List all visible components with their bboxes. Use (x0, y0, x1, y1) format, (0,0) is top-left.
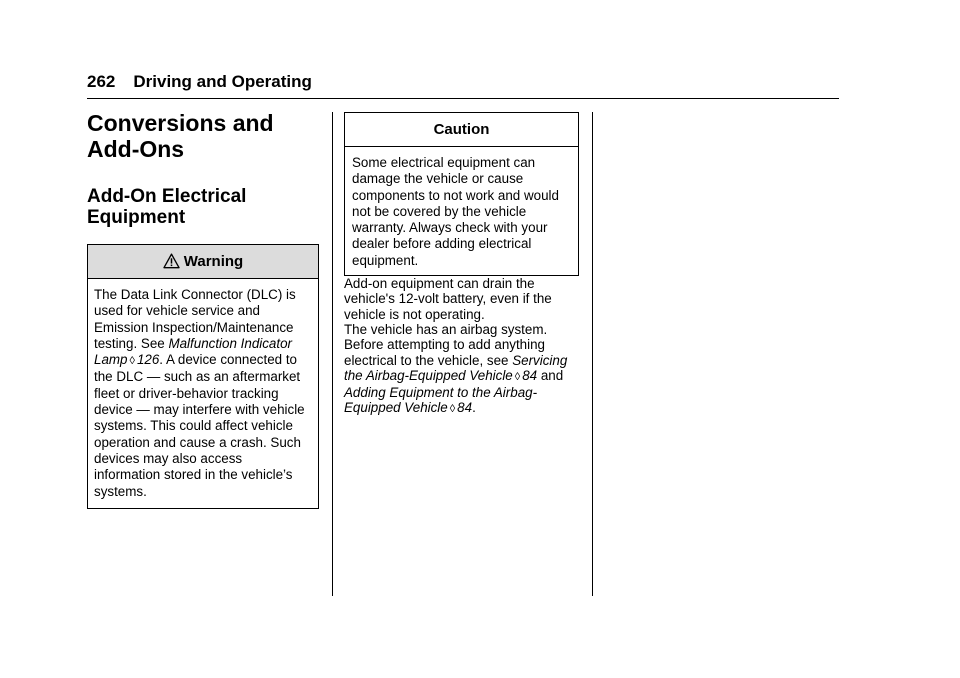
section-title-line2: Add-Ons (87, 136, 185, 162)
reference-adding-equipment-airbag-vehicle[interactable]: Adding Equipment to the Airbag-Equipped Vehicle (344, 385, 538, 416)
middle-column (344, 112, 579, 418)
airbag-text-joiner: and (537, 367, 564, 383)
warning-header (88, 245, 318, 279)
column-divider-right (592, 112, 593, 596)
subsection-title (87, 186, 319, 228)
reference-page-84-second[interactable]: 84 (457, 400, 473, 416)
page-reference-icon: ◊ (449, 403, 456, 416)
reference-malfunction-indicator-lamp[interactable]: Malfunction Indicator Lamp (94, 335, 293, 368)
warning-text-part2: . A device connected to the DLC — such as an aftermarket fleet or driver-behavior tracking device — may interfere with vehicle systems. This could affect vehicle operation and cause a crash. Such devices may also access information stored in the vehicle’s systems. (94, 352, 305, 499)
warning-label: Warning (183, 253, 244, 270)
caution-header (345, 113, 578, 147)
warning-box (87, 244, 319, 509)
caution-box (344, 112, 579, 276)
battery-drain-paragraph: Add-on equipment can drain the vehicle's 12-volt battery, even if the vehicle is not operating. (344, 276, 552, 322)
reference-servicing-airbag-vehicle[interactable]: Servicing the Airbag-Equipped Vehicle (344, 352, 568, 383)
reference-page-84[interactable]: 84 (522, 367, 538, 383)
left-column (87, 110, 319, 509)
section-title-line1: Conversions and (87, 110, 274, 136)
header-rule (87, 98, 839, 99)
warning-text-part1: The Data Link Connector (DLC) is used for vehicle service and Emission Inspection/Maintenance testing. See (94, 287, 296, 351)
caution-label: Caution (433, 121, 490, 138)
column-divider-left (332, 112, 333, 596)
warning-text (88, 279, 318, 508)
airbag-text-part1: The vehicle has an airbag system. Before attempting to add anything electrical to the vehicle, see (344, 321, 548, 368)
page-reference-icon: ◊ (514, 370, 521, 383)
airbag-text-end: . (472, 400, 476, 416)
chapter-title: Driving and Operating (133, 72, 312, 91)
page-header (87, 72, 312, 92)
warning-triangle-icon (163, 253, 180, 269)
page-number: 262 (87, 72, 116, 91)
subsection-title-line2: Equipment (87, 207, 186, 228)
subsection-title-line1: Add-On Electrical (87, 186, 247, 207)
caution-text: Some electrical equipment can damage the vehicle or cause components to not work and would not be covered by the vehicle warranty. Always check with your dealer before adding electrical equipment. (352, 155, 559, 268)
section-title (87, 110, 319, 162)
reference-page-126[interactable]: 126 (136, 352, 160, 368)
airbag-paragraph (344, 322, 579, 418)
page-reference-icon: ◊ (129, 355, 135, 368)
